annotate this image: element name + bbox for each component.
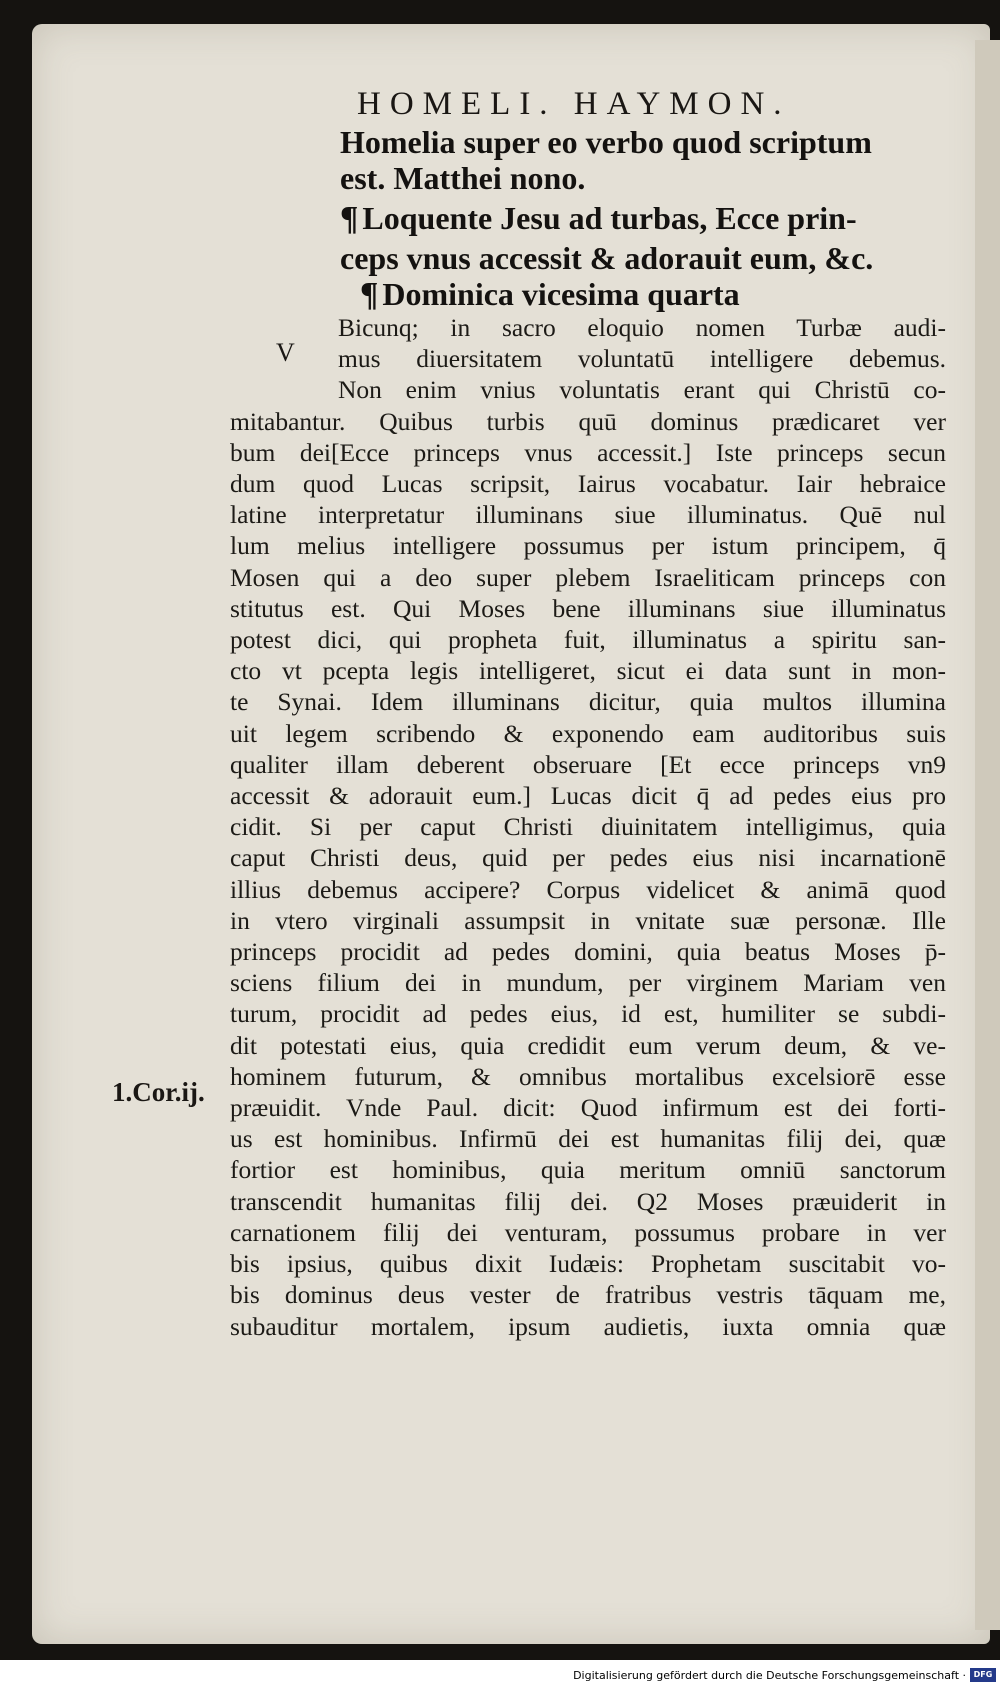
pilcrow-icon: ¶ [360,276,379,313]
body-line: latine interpretatur illuminans siue illuminatus. Quē nul [230,500,946,530]
body-line: dum quod Lucas scripsit, Iairus vocabatur. Iair hebraice [230,469,946,499]
title-line-4: ceps vnus accessit & adorauit eum, &c. [340,240,874,276]
page-edge [975,40,1000,1630]
body-line: accessit & adorauit eum.] Lucas dicit q̄ ad pedes eius pro [230,781,946,811]
body-line: illius debemus accipere? Corpus videlicet & animā quod [230,874,946,904]
title-line-3: ¶ Loquente Jesu ad turbas, Ecce prin- [340,200,857,237]
initial-letter: V [276,338,295,367]
body-line: Mosen qui a deo super plebem Israeliticam princeps con [230,562,946,592]
body-text [230,312,946,1342]
body-line: bis ipsius, quibus dixit Iudæis: Prophetam suscitabit vo- [230,1249,946,1279]
body-line: bis dominus deus vester de fratribus vestris tāquam me, [230,1280,946,1310]
running-head: HOMELI. HAYMON. [357,86,791,122]
body-line: cidit. Si per caput Christi diuinitatem intelligimus, quia [230,812,946,842]
body-line: Bicunq; in sacro eloquio nomen Turbæ audi- [338,313,946,342]
body-line: uit legem scribendo & exponendo eam auditoribus suis [230,718,946,748]
body-line: transcendit humanitas filij dei. Q2 Moses præuiderit in [230,1186,946,1216]
body-line: hominem futurum, & omnibus mortalibus excelsiorē esse [230,1061,946,1091]
body-line: in vtero virginali assumpsit in vnitate suæ personæ. Ille [230,905,946,935]
dfg-logo: DFG [970,1668,996,1682]
body-line: qualiter illam deberent obseruare [Et ecce princeps vn9 [230,749,946,779]
body-line: dit potestati eius, quia credidit eum verum deum, & ve- [230,1030,946,1060]
body-line: te Synai. Idem illuminans dicitur, quia multos illumina [230,687,946,717]
body-line: Non enim vnius voluntatis erant qui Christū co- [338,375,946,405]
margin-note: 1.Cor.ij. [112,1077,205,1107]
body-line: cto vt pcepta legis intelligeret, sicut ei data sunt in mon- [230,656,946,686]
body-line: lum melius intelligere possumus per istum principem, q̄ [230,531,946,561]
body-line: turum, procidit ad pedes eius, id est, humiliter se subdi- [230,999,946,1029]
body-line: sciens filium dei in mundum, per virginem Mariam ven [230,968,946,998]
body-line: mitabantur. Quibus turbis quū dominus prædicaret ver [230,406,946,436]
body-line: potest dici, qui propheta fuit, illuminatus a spiritu san- [230,625,946,655]
body-line: carnationem filij dei venturam, possumus probare in ver [230,1217,946,1247]
title-line-1: Homelia super eo verbo quod scriptum [340,124,872,160]
title-line-2: est. Matthei nono. [340,160,586,196]
body-line: bum dei[Ecce princeps vnus accessit.] Iste princeps secun [230,437,946,467]
body-line: fortior est hominibus, quia meritum omniū sanctorum [230,1155,946,1185]
body-line: subauditur mortalem, ipsum audietis, iuxta omnia quæ [230,1311,946,1341]
body-line: us est hominibus. Infirmū dei est humanitas filij dei, quæ [230,1124,946,1154]
pilcrow-icon: ¶ [340,200,359,237]
title-line-5: ¶ Dominica vicesima quarta [360,276,740,313]
body-line: stitutus est. Qui Moses bene illuminans siue illuminatus [230,593,946,623]
body-line: præuidit. Vnde Paul. dicit: Quod infirmum est dei forti- [230,1093,946,1123]
footer-credit: Digitalisierung gefördert durch die Deutsche Forschungsgemeinschaft · [573,1669,966,1682]
footer [0,1660,1000,1693]
body-line: mus diuersitatem voluntatū intelligere debemus. [338,344,946,374]
body-line: princeps procidit ad pedes domini, quia beatus Moses p̄- [230,937,946,967]
body-line: caput Christi deus, quid per pedes eius nisi incarnationē [230,843,946,873]
